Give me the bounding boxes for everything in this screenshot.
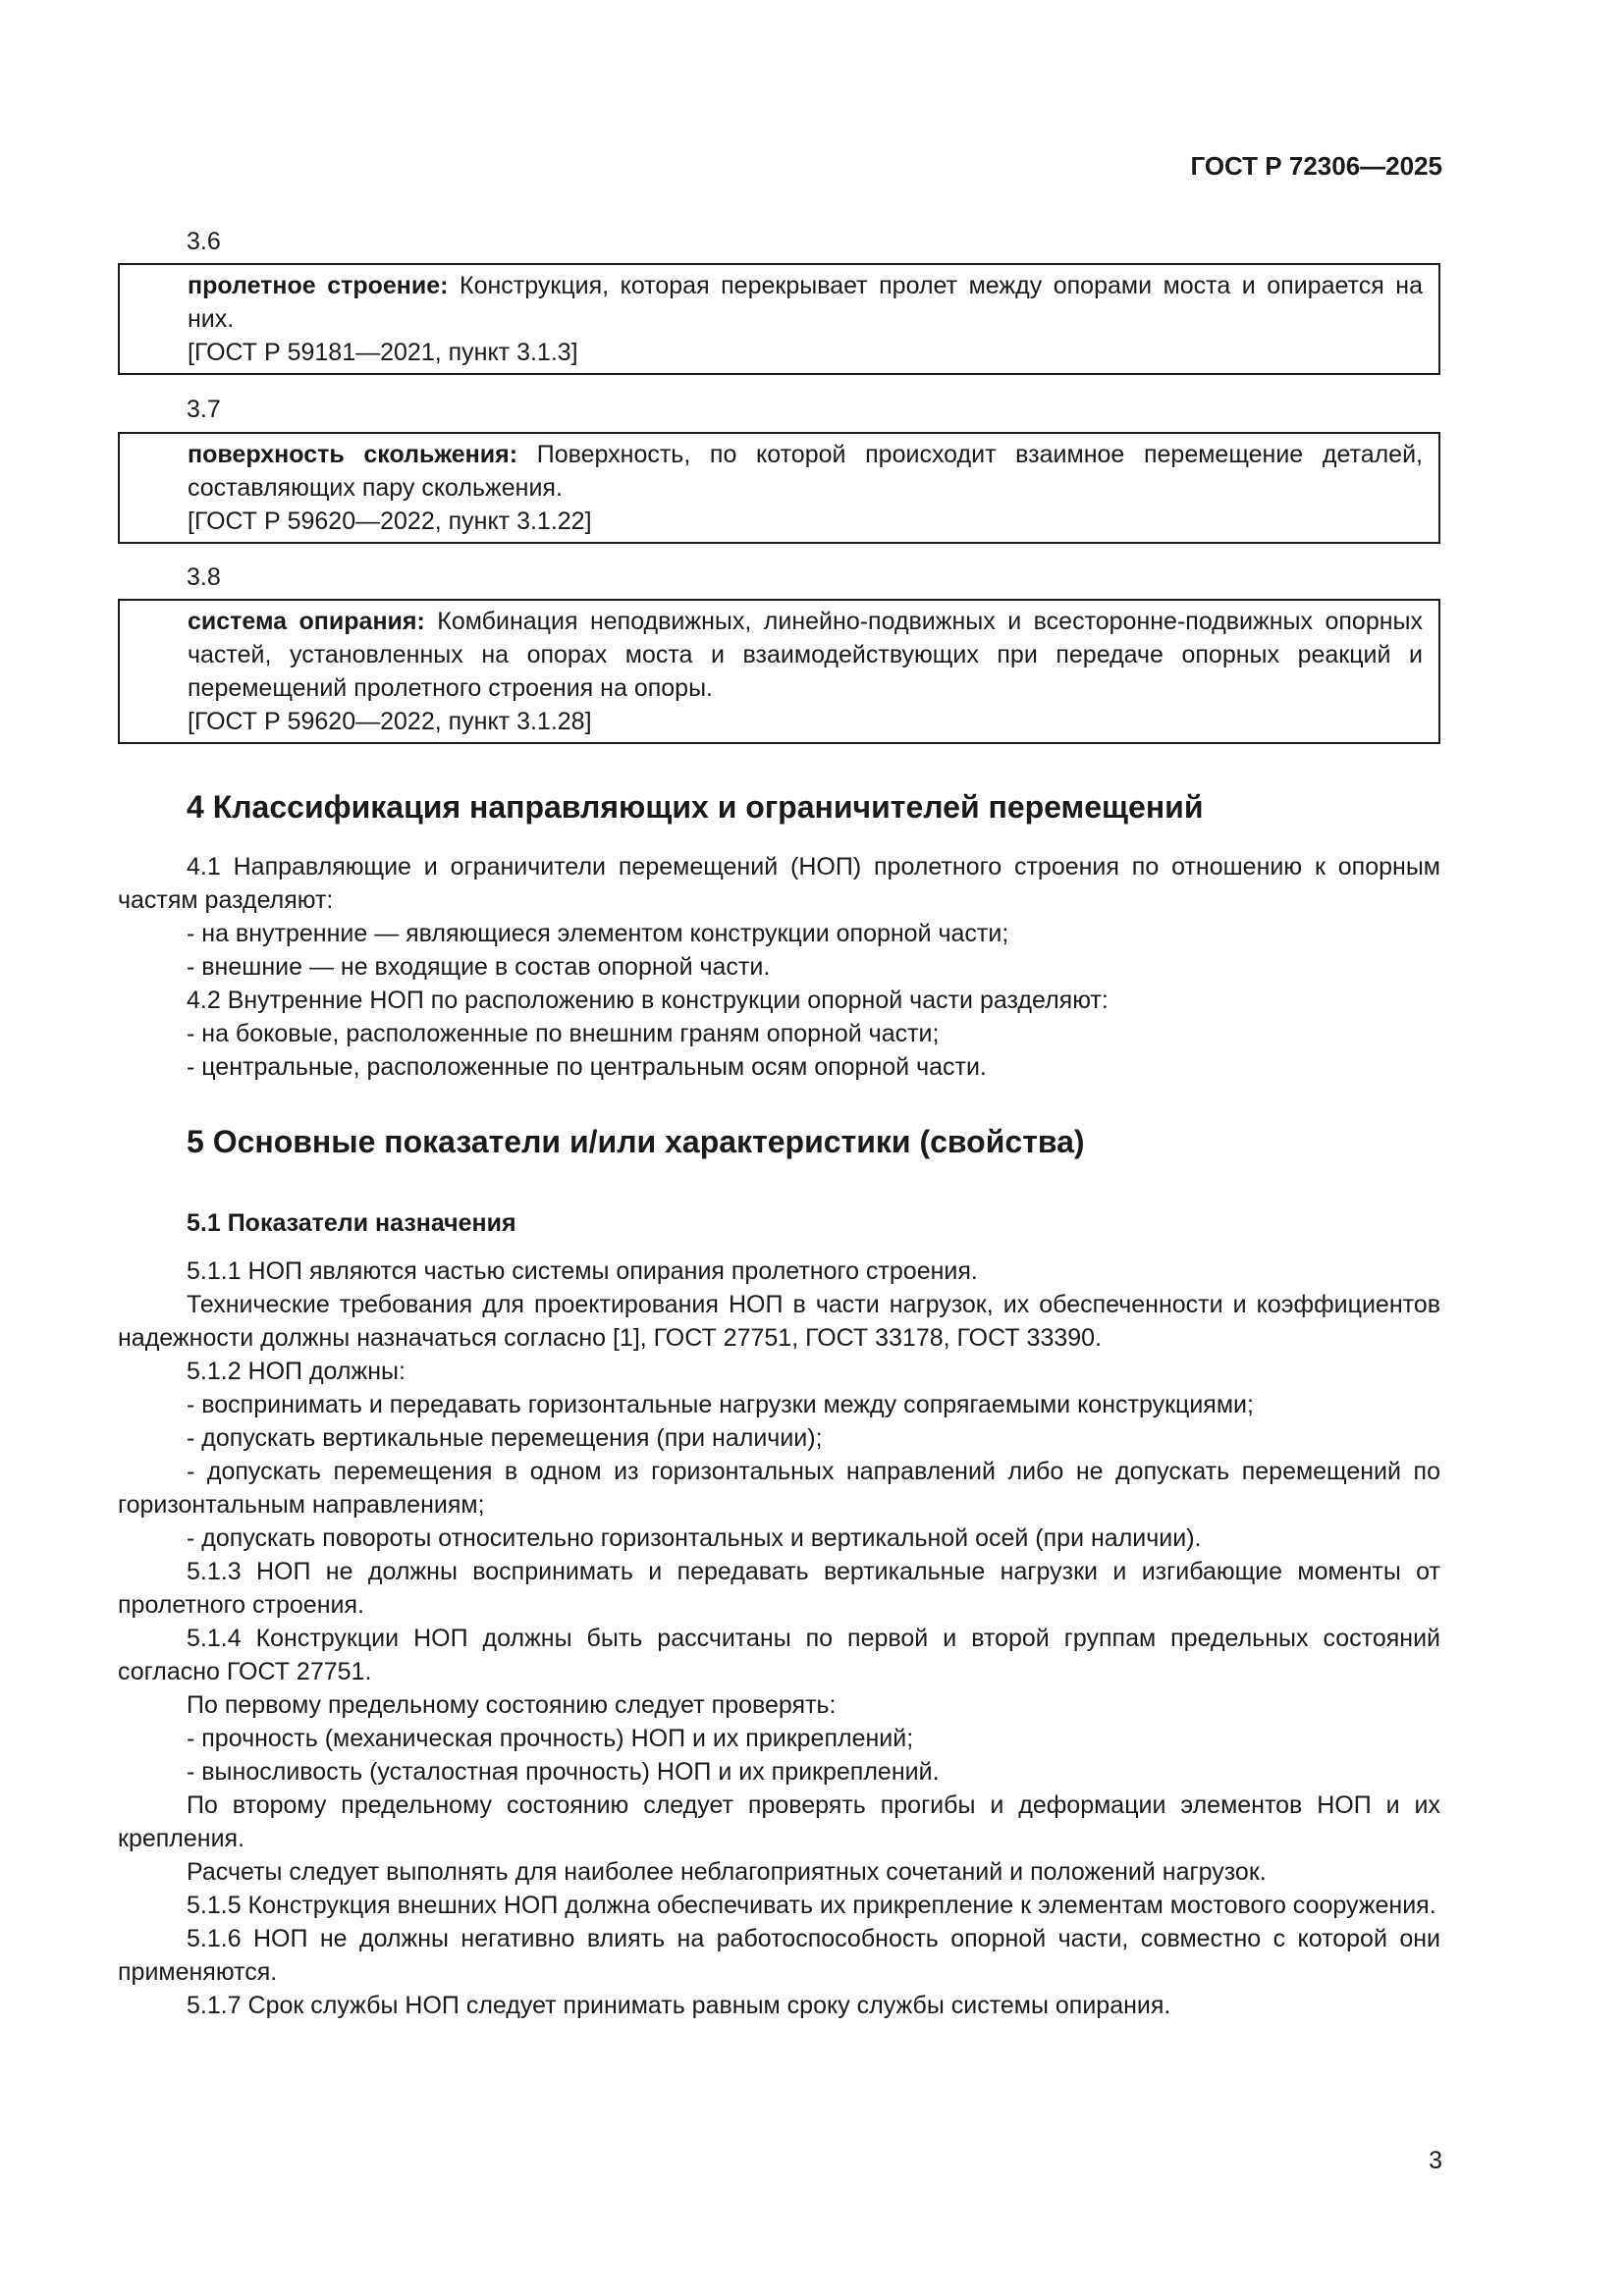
term-box (118, 263, 1440, 375)
paragraph: По первому предельному состоянию следует проверять: (187, 1691, 837, 1719)
paragraph: 5.1.4 Конструкции НОП должны быть рассчитаны по первой и второй группам предельных состояний согласно ГОСТ 27751. (118, 1625, 1440, 1685)
term-box (118, 599, 1440, 744)
paragraph: 5.1.6 НОП не должны негативно влиять на работоспособность опорной части, совместно с которой они применяются. (118, 1925, 1440, 1986)
term-title: система опирания: (188, 608, 425, 635)
definition-text: Поверхность, по которой происходит взаимное перемещение деталей, составляющих пару скольжения. (188, 441, 1423, 502)
paragraph: По второму предельному состоянию следует проверять прогибы и деформации элементов НОП и их крепления. (118, 1791, 1440, 1852)
list-item: - центральные, расположенные по центральным осям опорной части. (187, 1053, 987, 1081)
list-item: - прочность (механическая прочность) НОП и их прикреплений; (187, 1725, 914, 1752)
term-definition (188, 605, 1423, 705)
definition-text: Комбинация неподвижных, линейно-подвижных и всесторонне-подвижных опорных частей, установленных на опорах моста и взаимодействующих при передаче опорных реакций и перемещений пролетного строения на опоры. (188, 608, 1423, 702)
term-number: 3.8 (187, 563, 221, 591)
document-header: ГОСТ Р 72306—2025 (1190, 151, 1442, 181)
section-4-title: 4 Классификация направляющих и ограничителей перемещений (187, 789, 1204, 825)
paragraph: 5.1.5 Конструкция внешних НОП должна обеспечивать их прикрепление к элементам мостового сооружения. (187, 1892, 1436, 1919)
term-box (118, 432, 1440, 544)
term-title: поверхность скольжения: (188, 441, 518, 468)
list-item: - допускать перемещения в одном из горизонтальных направлений либо не допускать перемещений по горизонтальным направлениям; (118, 1458, 1440, 1519)
list-item: - внешние — не входящие в состав опорной части. (187, 953, 771, 981)
term-title: пролетное строение: (188, 272, 449, 299)
paragraph: 5.1.3 НОП не должны воспринимать и передавать вертикальные нагрузки и изгибающие моменты от пролетного строения. (118, 1558, 1440, 1619)
list-item: - на боковые, расположенные по внешним граням опорной части; (187, 1020, 940, 1047)
page-number: 3 (1429, 2147, 1442, 2174)
list-item: - допускать вертикальные перемещения (при наличии); (187, 1424, 823, 1452)
list-item: - воспринимать и передавать горизонтальные нагрузки между сопрягаемыми конструкциями; (187, 1391, 1254, 1418)
term-source: [ГОСТ Р 59620—2022, пункт 3.1.28] (188, 708, 592, 735)
term-source: [ГОСТ Р 59620—2022, пункт 3.1.22] (188, 507, 592, 535)
term-definition (188, 438, 1423, 505)
term-number: 3.6 (187, 228, 221, 255)
paragraph: 5.1.2 НОП должны: (187, 1358, 406, 1385)
definition-text: Конструкция, которая перекрывает пролет между опорами моста и опирается на них. (188, 272, 1423, 333)
list-item: - допускать повороты относительно горизонтальных и вертикальной осей (при наличии). (187, 1524, 1202, 1552)
paragraph: Расчеты следует выполнять для наиболее неблагоприятных сочетаний и положений нагрузок. (187, 1858, 1267, 1886)
section-4-body (118, 850, 1440, 1084)
list-item: - выносливость (усталостная прочность) НОП и их прикреплений. (187, 1758, 940, 1786)
term-definition (188, 269, 1423, 336)
paragraph: 5.1.1 НОП являются частью системы опирания пролетного строения. (187, 1257, 978, 1285)
paragraph: 4.1 Направляющие и ограничители перемещений (НОП) пролетного строения по отношению к опорным частям разделяют: (118, 853, 1440, 914)
term-source: [ГОСТ Р 59181—2021, пункт 3.1.3] (188, 339, 578, 366)
section-5-body (118, 1255, 1440, 2022)
paragraph: Технические требования для проектирования НОП в части нагрузок, их обеспеченности и коэффициентов надежности должны назначаться согласно [1], ГОСТ 27751, ГОСТ 33178, ГОСТ 33390. (118, 1291, 1440, 1352)
term-number: 3.7 (187, 396, 221, 423)
paragraph: 5.1.7 Срок службы НОП следует принимать равным сроку службы системы опирания. (187, 1992, 1171, 2019)
list-item: - на внутренние — являющиеся элементом конструкции опорной части; (187, 920, 1009, 947)
section-5-title: 5 Основные показатели и/или характеристики (свойства) (187, 1124, 1085, 1159)
subsection-5-1-title: 5.1 Показатели назначения (187, 1209, 516, 1237)
paragraph: 4.2 Внутренние НОП по расположению в конструкции опорной части разделяют: (187, 987, 1109, 1014)
